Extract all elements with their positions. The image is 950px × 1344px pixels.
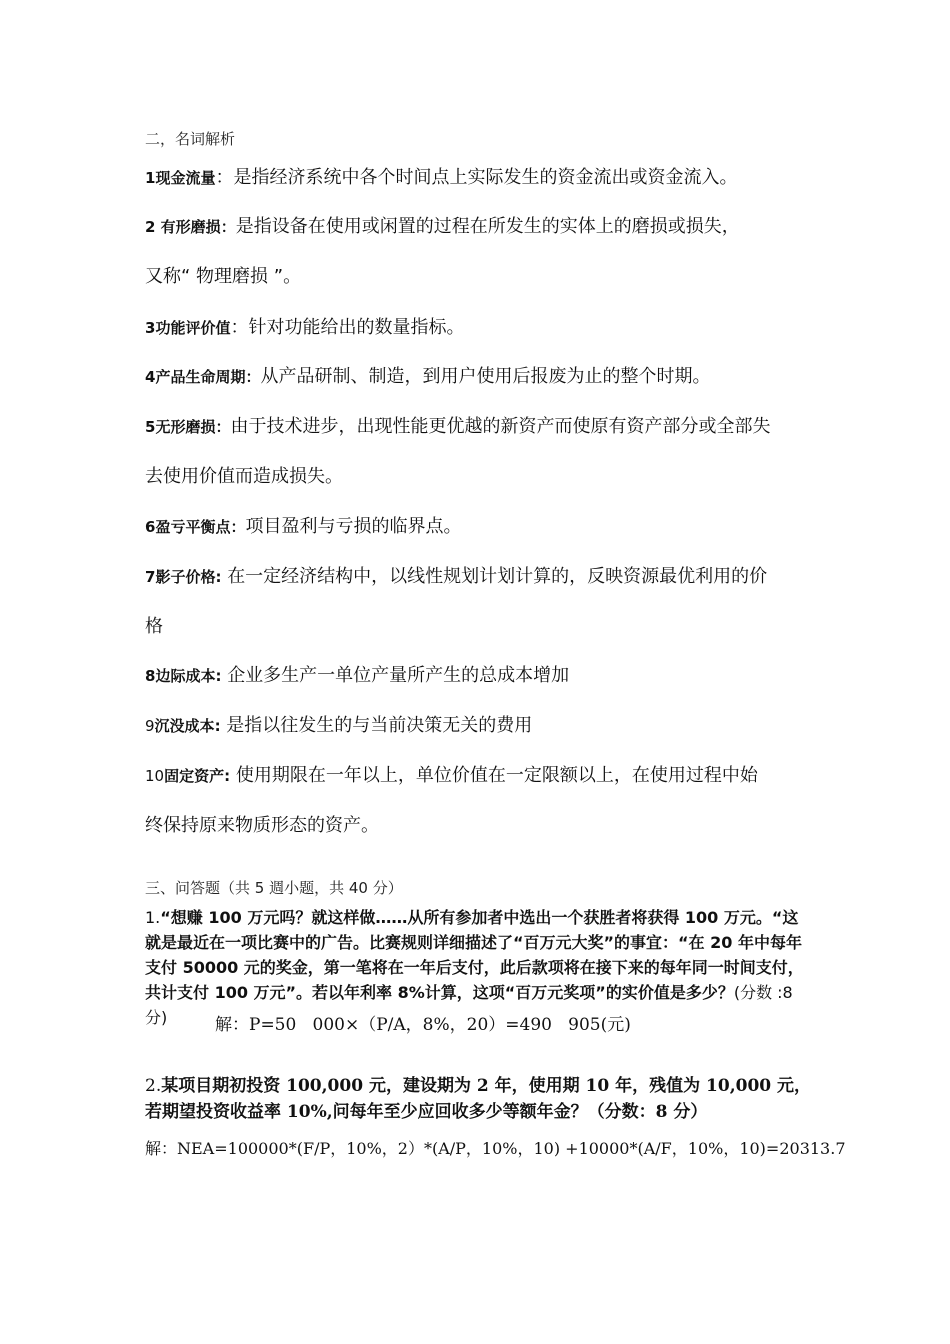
term-definition: 企业多生产一单位产量所产生的总成本增加	[227, 665, 570, 686]
term-item-4	[145, 362, 710, 388]
term-item-1	[145, 163, 737, 189]
term-item-8	[145, 661, 569, 687]
term-number: 10	[145, 767, 165, 785]
term-name: 沉没成本	[154, 717, 215, 735]
term-definition: 是指以往发生的与当前决策无关的费用	[226, 715, 533, 736]
question-text: 某项目期初投资 100,000 元，建设期为 2 年，使用期 10 年，残值为 10,000 元，若期望投资收益率 10%,问每年至少应回收多少等额年金？（分数：8 分）	[145, 1076, 812, 1122]
term-separator: :	[215, 667, 222, 685]
term-name: 固定资产	[164, 767, 225, 785]
term-definition: 项目盈利与亏损的临界点。	[245, 516, 462, 537]
term-item-9	[145, 711, 532, 737]
section-3-heading: 三、问答题（共 5 週小题，共 40 分）	[145, 879, 403, 897]
term-name: 盈亏平衡点	[155, 518, 231, 536]
term-item-7	[145, 562, 767, 588]
term-item-6	[145, 512, 461, 538]
term-number: 5	[145, 418, 156, 436]
question-2	[145, 1073, 813, 1125]
term-item-10	[145, 761, 758, 787]
term-separator: ：	[215, 418, 231, 436]
question-score: (分数 :8 分)	[145, 983, 793, 1027]
term-name: 边际成本	[155, 667, 216, 685]
term-separator: ：	[230, 518, 246, 536]
term-item-10-continuation: 终保持原来物质形态的资产。	[145, 815, 379, 836]
term-name: 功能评价值	[155, 319, 231, 337]
term-name: 有形磨损	[160, 218, 221, 236]
term-number: 9	[145, 717, 155, 735]
term-separator: ：	[215, 167, 234, 188]
term-definition: 是指经济系统中各个时间点上实际发生的资金流出或资金流入。	[233, 167, 738, 188]
term-item-3	[145, 313, 464, 339]
term-number: 2	[145, 218, 161, 236]
question-number: 1.	[145, 908, 161, 927]
term-number: 3	[145, 319, 156, 337]
term-item-2-continuation: 又称“ 物理磨损 ”。	[145, 266, 302, 287]
question-1-answer: 解：P=50 000×（P/A，8%，20）=490 905(元)	[215, 1015, 631, 1035]
term-definition: 是指设备在使用或闲置的过程在所发生的实体上的磨损或损失，	[235, 216, 740, 237]
question-2-answer: 解：NEA=100000*(F/P，10%，2）*(A/P，10%，10) +10000*(A/F，10%，10)=20313.7	[145, 1139, 846, 1158]
term-separator: :	[224, 767, 231, 785]
term-number: 4	[145, 368, 156, 386]
term-definition: 针对功能给出的数量指标。	[248, 317, 465, 338]
term-number: 1	[145, 169, 156, 187]
term-definition: 从产品研制、制造，到用户使用后报废为止的整个时期。	[260, 366, 711, 387]
term-item-2	[145, 212, 740, 238]
section-2-heading: 二，名词解析	[145, 130, 236, 148]
term-definition: 使用期限在一年以上，单位价值在一定限额以上，在使用过程中始	[235, 765, 758, 786]
term-item-5	[145, 412, 770, 438]
term-definition: 由于技术进步，出现性能更优越的新资产而使原有资产部分或全部失	[230, 416, 771, 437]
term-number: 6	[145, 518, 156, 536]
term-separator: :	[215, 568, 222, 586]
term-number: 8	[145, 667, 156, 685]
question-text: “想赚 100 万元吗？就这样做……从所有参加者中选出一个获胜者将获得 100 万元。“这就是最近在一项比赛中的广告。比赛规则详细描述了“百万元大奖”的事宜：“在 20 年中每年支付 50000 元的奖金，第一笔将在一年后支付，此后款项将在接下来的每年同一时间支付，共计支付 100 万元”。若以年利率 8%计算，这项“百万元奖项”的实价值是多少？	[145, 908, 804, 1002]
term-name: 无形磨损	[155, 418, 216, 436]
term-name: 现金流量	[155, 169, 216, 187]
term-separator: ：	[230, 317, 249, 338]
term-number: 7	[145, 568, 156, 586]
term-separator: ：	[245, 368, 261, 386]
term-name: 影子价格	[155, 568, 216, 586]
term-item-5-continuation: 去使用价值而造成损失。	[145, 466, 343, 487]
term-separator: ：	[220, 218, 236, 236]
term-definition: 在一定经济结构中，以线性规划计划计算的，反映资源最优利用的价	[227, 566, 768, 587]
question-number: 2.	[145, 1076, 162, 1096]
term-separator: :	[214, 717, 221, 735]
term-name: 产品生命周期	[155, 368, 246, 386]
term-item-7-continuation: 格	[145, 616, 163, 637]
